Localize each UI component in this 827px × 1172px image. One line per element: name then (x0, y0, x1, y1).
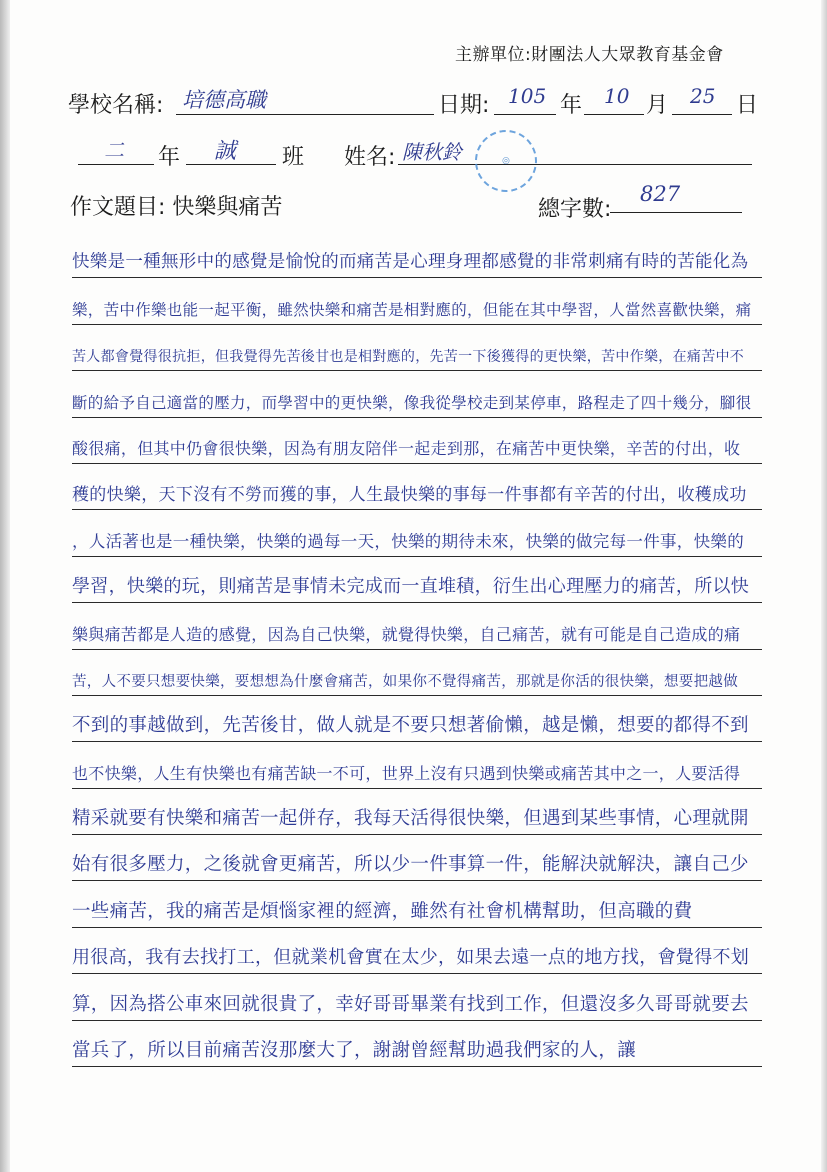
binding-edge (0, 0, 10, 1172)
essay-line (72, 557, 762, 603)
essay-text: 穫的快樂，天下沒有不勞而獲的事，人生最快樂的事每一件事都有辛苦的付出，收穫成功 (72, 485, 747, 506)
date-day-value: 25 (690, 84, 716, 108)
essay-text: 始有很多壓力，之後就會更痛苦，所以少一件事算一件，能解決就解決，讓自己少 (72, 854, 749, 876)
essay-line (72, 650, 762, 696)
essay-line (72, 510, 762, 556)
essay-line (72, 974, 762, 1020)
school-underline (176, 114, 434, 115)
essay-line (72, 278, 762, 324)
essay-line (72, 1021, 762, 1067)
wordcount-underline (610, 212, 742, 213)
essay-line (72, 418, 762, 464)
essay-text: 樂，苦中作樂也能一起平衡，雖然快樂和痛苦是相對應的，但能在其中學習，人當然喜歡快樂，痛 (72, 300, 752, 319)
month-label: 月 (646, 93, 669, 118)
page-edge (821, 0, 827, 1172)
essay-text: 樂與痛苦都是人造的感覺，因為自己快樂，就覺得快樂，自己痛苦，就有可能是自己造成的痛 (72, 624, 741, 644)
essay-line (72, 371, 762, 417)
year-underline (494, 114, 556, 115)
grade-value: 二 (104, 138, 124, 162)
essay-line (72, 789, 762, 835)
school-label: 學校名稱: (68, 93, 164, 118)
topic-label: 作文題目: 快樂與痛苦 (70, 195, 283, 220)
day-label: 日 (736, 93, 759, 118)
essay-text: ，人活著也是一種快樂，快樂的過每一天，快樂的期待未來，快樂的做完每一件事，快樂的 (72, 531, 744, 551)
essay-line (72, 325, 762, 371)
date-label: 日期: (438, 93, 490, 118)
essay-text: 算，因為搭公車來回就很貴了，幸好哥哥畢業有找到工作，但還沒多久哥哥就要去 (72, 993, 749, 1015)
wordcount-value: 827 (640, 182, 681, 206)
essay-text: 一些痛苦，我的痛苦是煩惱家裡的經濟，雖然有社會机構幫助，但高職的費 (72, 900, 693, 922)
wordcount-label: 總字數: (538, 197, 612, 222)
essay-text: 精采就要有快樂和痛苦一起併存，我每天活得很快樂，但遇到某些事情，心理就開 (72, 808, 749, 830)
essay-line (72, 464, 762, 510)
essay-line (72, 928, 762, 974)
essay-text: 苦人都會覺得很抗拒，但我覺得先苦後甘也是相對應的，先苦一下後獲得的更快樂，苦中作樂，在痛苦中不 (72, 349, 745, 366)
essay-text: 用很高，我有去找打工，但就業机會實在太少，如果去遠一点的地方找，會覺得不划 (72, 947, 750, 969)
organizer-line: 主辦單位:財團法人大眾教育基金會 (455, 45, 724, 65)
essay-text: 學習，快樂的玩，則痛苦是事情未完成而一直堆積，衍生出心理壓力的痛苦，所以快 (72, 576, 750, 598)
essay-text: 當兵了，所以目前痛苦沒那麼大了，謝謝曾經幫助過我們家的人，讓 (72, 1040, 637, 1062)
month-underline (584, 114, 644, 115)
essay-text: 快樂是一種無形中的感覺是愉悅的而痛苦是心理身理都感覺的非常刺痛有時的苦能化為 (72, 252, 749, 273)
grade-underline (78, 164, 154, 165)
essay-body (72, 232, 762, 1067)
essay-line (72, 696, 762, 742)
name-value: 陳秋鈴 (402, 140, 462, 164)
date-month-value: 10 (604, 84, 630, 108)
school-seal-stamp-icon: ◎ (469, 124, 543, 198)
essay-line (72, 603, 762, 649)
name-label: 姓名: (344, 145, 396, 170)
grade-label: 年 (158, 145, 181, 170)
essay-text: 斷的給予自己適當的壓力，而學習中的更快樂，像我從學校走到某停車，路程走了四十幾分，腳很 (72, 393, 752, 412)
date-year-value: 105 (508, 84, 547, 108)
essay-line (72, 835, 762, 881)
class-label: 班 (282, 145, 305, 170)
school-value: 培德高職 (182, 88, 266, 112)
class-value: 誠 (214, 139, 237, 164)
essay-text: 苦，人不要只想要快樂，要想想為什麼會痛苦，如果你不覺得痛苦，那就是你活的很快樂，想要把越做 (72, 673, 738, 690)
essay-text: 酸很痛，但其中仍會很快樂，因為有朋友陪伴一起走到那，在痛苦中更快樂，辛苦的付出，收 (72, 438, 741, 458)
essay-text: 也不快樂，人生有快樂也有痛苦缺一不可，世界上沒有只遇到快樂或痛苦其中之一，人要活得 (72, 763, 741, 783)
essay-line (72, 742, 762, 788)
day-underline (672, 114, 732, 115)
essay-line (72, 881, 762, 927)
essay-text: 不到的事越做到，先苦後甘，做人就是不要只想著偷懶，越是懶，想要的都得不到 (72, 715, 749, 737)
year-label: 年 (560, 93, 583, 118)
essay-line (72, 232, 762, 278)
